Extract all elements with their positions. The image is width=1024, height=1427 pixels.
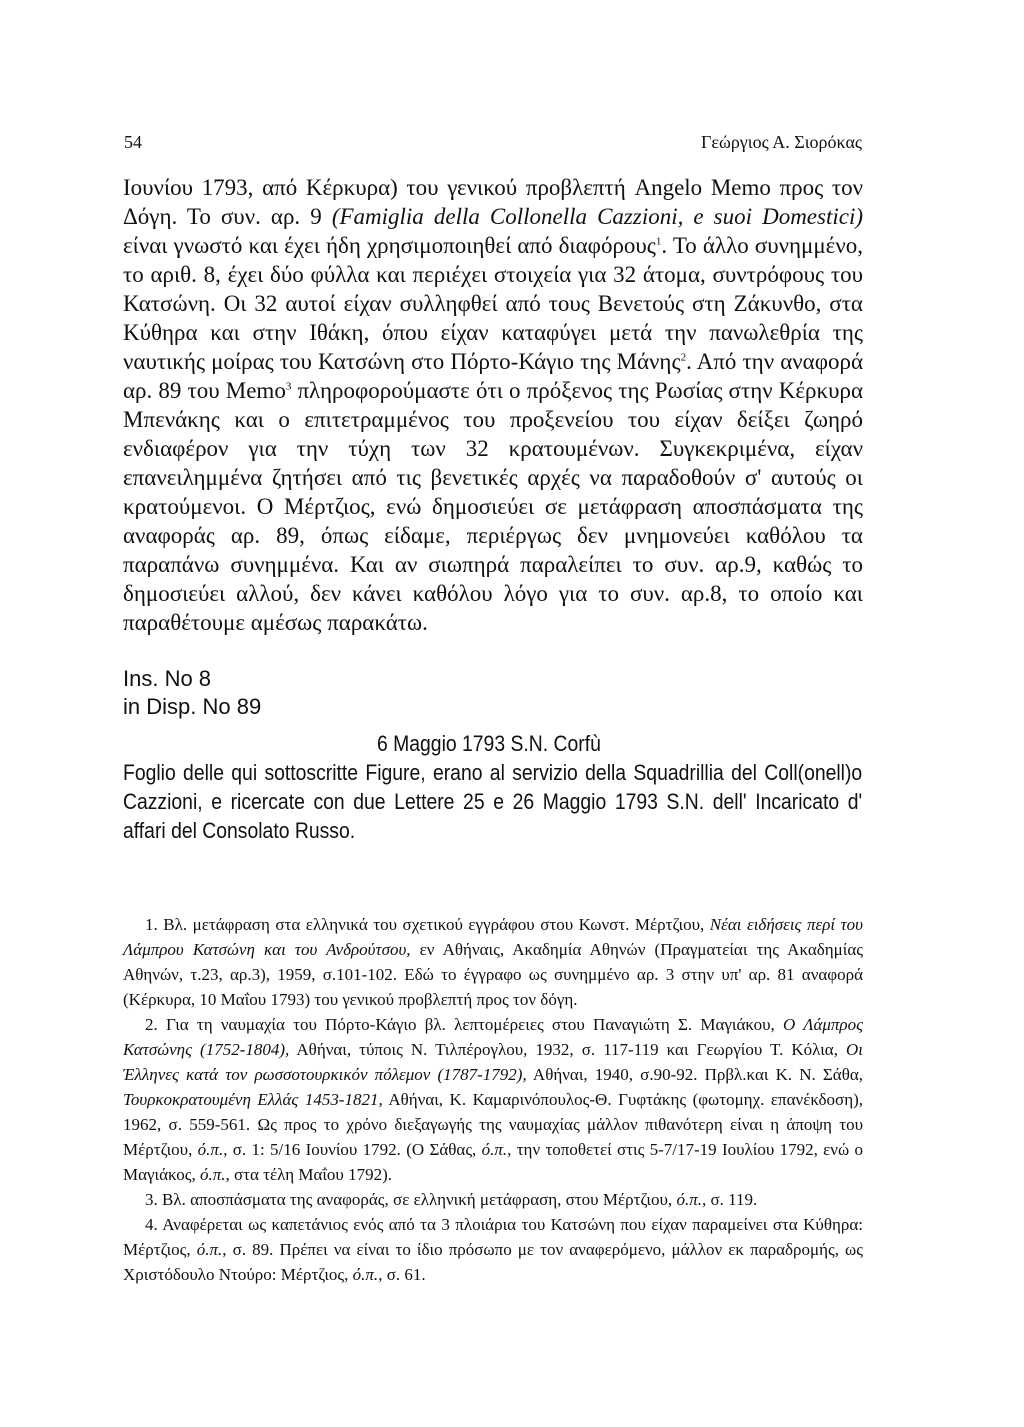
document-date: 6 Maggio 1793 S.N. Corfù (377, 731, 601, 756)
document-quote: Foglio delle qui sottoscritte Figure, erano al servizio della Squadrillia del Coll(onell)o Cazzioni, e ricercate con due Lettere 25 e 26 Maggio 1793 S.N. dell' Incaricato d' affari del Consolato Russo. (123, 760, 863, 843)
footnote-3 (123, 1187, 863, 1212)
document-references (123, 665, 261, 721)
body-text-segment: πληροφορούμαστε ότι ο πρόξενος της Ρωσίας στην Κέρκυρα Μπενάκης και ο επιτετραμμένος του προξενείου του είχαν δείξει ζωηρό ενδιαφέρον για την τύχη των 32 κρατουμένων. Συγκεκριμένα, είχαν επανειλημμένα ζητήσει από τις βενετικές αρχές να παραδοθούν σ' αυτούς οι κρατούμενοι. Ο Μέρτζιος, ενώ δημοσιεύει σε μετάφραση αποσπάσματα της αναφοράς αρ. 89, όπως είδαμε, περιέργως δεν μνημονεύει καθόλου τα παραπάνω συνημμένα. Και αν σιωπηρά παραλείπει το συν. αρ.9, καθώς το δημοσιεύει αλλού, δεν κάνει καθόλου λόγο για το συν. αρ.8, το οποίο και παραθέτουμε αμέσως παρακάτω. (123, 378, 863, 635)
footnote-italic: ό.π. (352, 1265, 379, 1284)
footnote-2 (123, 1012, 863, 1187)
footnote-text: , σ. 89. Πρέπει να είναι το ίδιο πρόσωπο με τον αναφερόμενο, μάλλον εκ παραδρομής, ως Χριστόδουλο Ντούρο: Μέρτζιος, (123, 1240, 863, 1284)
body-paragraph (123, 173, 863, 637)
body-italic-title: (Famiglia della Collonella Cazzioni, e suoi Domestici) (331, 204, 864, 229)
footnote-text: 2. Για τη ναυμαχία του Πόρτο-Κάγιο βλ. λεπτομέρειες στου Παναγιώτη Σ. Μαγιάκου, (145, 1015, 783, 1034)
body-text-segment: είναι γνωστό και έχει ήδη χρησιμοποιηθεί από διαφόρους (123, 233, 656, 258)
footnote-italic: ό.π. (481, 1140, 508, 1159)
footnote-ref-3: 3 (285, 380, 292, 393)
footnote-italic: Νέαι ειδήσεις περί του Λάμπρου Κατσώνη και του Ανδρούτσου, (123, 915, 863, 959)
footnote-ref-1: 1 (655, 235, 662, 248)
footnote-text: , σ. 119. (701, 1190, 758, 1209)
footnote-text: , σ. 1: 5/16 Ιουνίου 1792. (Ο Σάθας, (223, 1140, 482, 1159)
page-number: 54 (124, 132, 142, 152)
footnote-text: 1. Βλ. μετάφραση στα ελληνικά του σχετικού εγγράφου στου Κωνστ. Μέρτζιου, (145, 915, 710, 934)
footnote-4 (123, 1212, 863, 1287)
footnote-text: , στα τέλη Μαΐου 1792). (225, 1165, 393, 1184)
footnote-italic: ό.π. (676, 1190, 702, 1209)
footnote-text: , σ. 61. (378, 1265, 426, 1284)
body-text (123, 173, 863, 637)
footnote-italic: Ο Λάμπρος Κατσώνης (1752-1804), (123, 1015, 863, 1059)
footnote-italic: Τουρκοκρατουμένη Ελλάς 1453-1821, (123, 1090, 383, 1109)
body-text-segment: . Το άλλο συνημμένο, το αριθ. 8, έχει δύο φύλλα και περιέχει στοιχεία για 32 άτομα, συντρόφους του Κατσώνη. Οι 32 αυτοί είχαν συλληφθεί από τους Βενετούς στη Ζάκυνθο, στα Κύθηρα και στην Ιθάκη, όπου είχαν καταφύγει μετά την πανωλεθρία της ναυτικής μοίρας του Κατσώνη στο Πόρτο-Κάγιο της Μάνης (123, 233, 863, 374)
footnote-text: εν Αθήναις, Ακαδημία Αθηνών (Πραγματείαι της Ακαδημίας Αθηνών, τ.23, αρ.3), 1959, σ.101-102. Εδώ το έγγραφο ως συνημμένο αρ. 3 στην υπ' αρ. 81 αναφορά (Κέρκυρα, 10 Μαΐου 1793) του γενικού προβλεπτή προς τον δόγη. (123, 940, 863, 1009)
footnote-1 (123, 912, 863, 1012)
footnote-italic: ό.π. (196, 1240, 223, 1259)
footnote-text: Αθήναι, τύποις Ν. Τιλπέρογλου, 1932, σ. 117-119 και Γεωργίου Τ. Κόλια, (289, 1040, 847, 1059)
footnote-italic: Οι Έλληνες κατά τον ρωσσοτουρκικόν πόλεμον (1787-1792), (123, 1040, 864, 1084)
running-head: Γεώργιος Α. Σιορόκας (701, 132, 862, 152)
document-ref-disp: in Disp. No 89 (123, 694, 262, 719)
footnote-italic: ό.π. (197, 1140, 224, 1159)
body-text-segment: . Από την αναφορά αρ. 89 του Memo (123, 349, 863, 403)
footnote-text: Αθήναι, 1940, σ.90-92. Πρβλ.και Κ. Ν. Σάθα, (526, 1065, 863, 1084)
footnotes (123, 912, 863, 1287)
footnote-italic: ό.π. (199, 1165, 226, 1184)
footnote-ref-2: 2 (680, 351, 687, 364)
footnote-text: 4. Αναφέρεται ως καπετάνιος ενός από τα 3 πλοιάρια του Κατσώνη που είχαν παραμείνει στα Κύθηρα: Μέρτζιος, (123, 1215, 863, 1259)
footnote-text: 3. Βλ. αποσπάσματα της αναφοράς, σε ελληνική μετάφραση, στου Μέρτζιου, (145, 1190, 677, 1209)
body-text-segment: Ιουνίου 1793, από Κέρκυρα) του γενικού προβλεπτή Angelo Memo προς τον Δόγη. Το συν. αρ. 9 (123, 175, 863, 229)
document-ref-ins: Ins. No 8 (123, 666, 212, 691)
footnote-text: , την τοποθετεί στις 5-7/17-19 Ιουλίου 1792, ενώ ο Μαγιάκος, (123, 1140, 863, 1184)
footnote-text: Αθήναι, Κ. Καμαρινόπουλος-Θ. Γυφτάκης (φωτομηχ. επανέκδοση), 1962, σ. 559-561. Ως προς το χρόνο διεξαγωγής της ναυμαχίας μάλλον πιθανότερη είναι η άποψη του Μέρτζιου, (123, 1090, 864, 1159)
